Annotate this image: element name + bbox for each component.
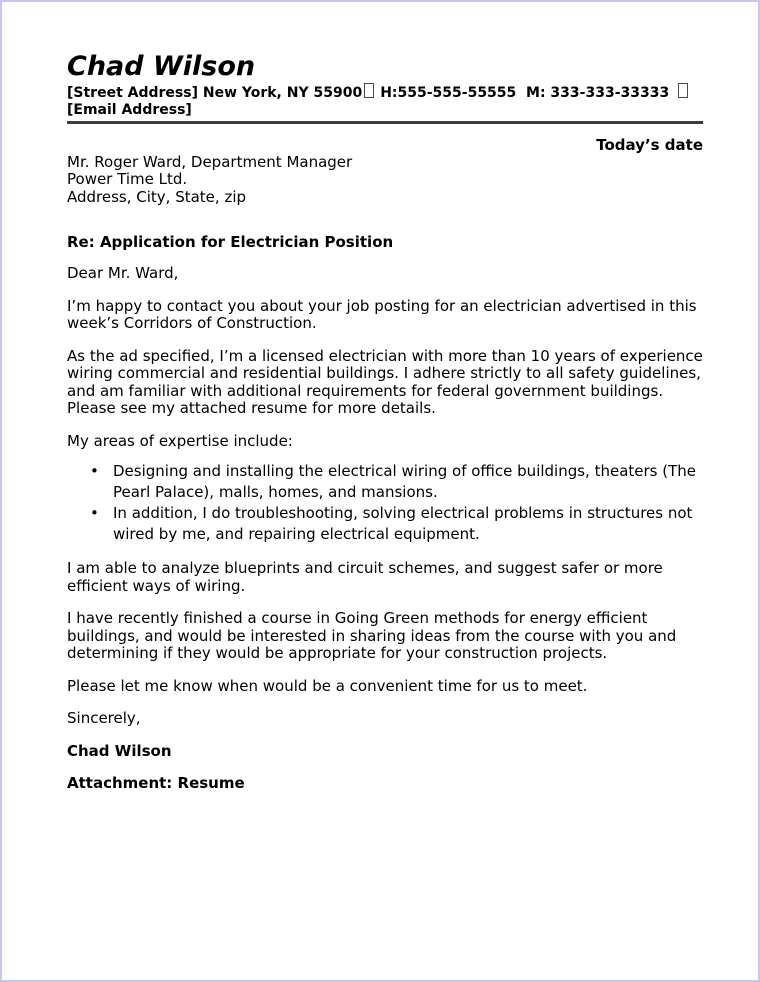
list-item: • Designing and installing the electrical wiring of office buildings, theaters (The Pearl Palace), malls, homes, and mansions.: [67, 461, 703, 503]
home-glyph-box-icon: [364, 83, 374, 98]
salutation: Dear Mr. Ward,: [67, 264, 179, 283]
date-line: Today’s date: [596, 136, 703, 154]
letterhead: [67, 53, 703, 124]
signature-name: Chad Wilson: [67, 741, 172, 760]
email-glyph-box-icon: [678, 83, 688, 98]
closing: Sincerely,: [67, 709, 141, 728]
paragraph-experience: As the ad specified, I’m a licensed electrician with more than 10 years of experience wiring commercial and residential buildings. I adhere strictly to all safety guidelines, and am familiar with additional requirements for federal government buildings. Please see my attached resume for more details.: [67, 346, 703, 418]
sender-name: Chad Wilson: [67, 51, 256, 82]
paragraph-meeting-request: Please let me know when would be a convenient time for us to meet.: [67, 676, 588, 695]
sender-contact-line: [67, 83, 703, 119]
contact-email: [Email Address]: [67, 102, 192, 118]
contact-address: [Street Address] New York, NY 55900: [67, 85, 363, 101]
contact-phones: H:555-555-55555 M: 333-333-33333: [380, 85, 670, 101]
recipient-block: [67, 154, 703, 206]
paragraph-going-green: I have recently finished a course in Going Green methods for energy efficient buildings, and would be interested in sharing ideas from the course with you and determining if they would be appropriate for your construction projects.: [67, 609, 677, 663]
paragraph-blueprints: I am able to analyze blueprints and circuit schemes, and suggest safer or more efficient ways of wiring.: [67, 559, 663, 595]
cover-letter: [2, 2, 758, 793]
attachment-note: Attachment: Resume: [67, 774, 245, 793]
recipient-name-title: Mr. Roger Ward, Department Manager: [67, 153, 353, 171]
expertise-list: [67, 461, 703, 545]
paragraph-intro: I’m happy to contact you about your job posting for an electrician advertised in this week’s Corridors of Construction.: [67, 296, 697, 333]
subject-line: Re: Application for Electrician Position: [67, 232, 394, 251]
header-divider: [67, 121, 703, 124]
paragraph-expertise-lead: My areas of expertise include:: [67, 431, 293, 450]
recipient-company: Power Time Ltd.: [67, 170, 188, 189]
list-item: • In addition, I do troubleshooting, solving electrical problems in structures not wired by me, and repairing electrical equipment.: [67, 503, 703, 545]
recipient-address: Address, City, State, zip: [67, 187, 247, 206]
